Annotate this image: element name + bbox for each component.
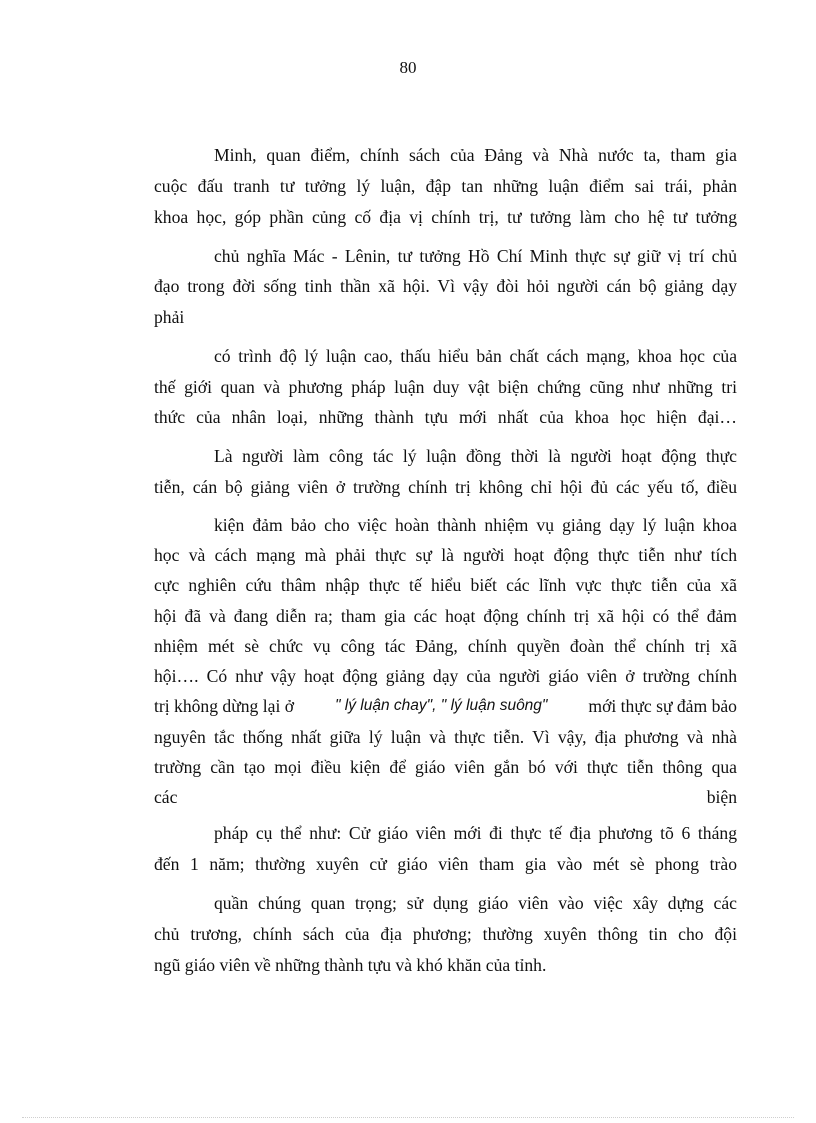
text-line: khoa học, góp phần củng cố địa vị chính trị, tư tưởng làm cho hệ tư tưởng: [154, 207, 737, 227]
text-line: thức của nhân loại, những thành tựu mới nhất của khoa học hiện đại…: [154, 407, 737, 427]
text-line: đạo trong đời sống tinh thần xã hội. Vì vậy đòi hỏi người cán bộ giảng dạy: [154, 276, 737, 296]
text-line: trường cần tạo mọi điều kiện để giáo viên gắn bó với thực tiễn thông qua: [154, 757, 737, 777]
quoted-phrase: " lý luận chay", " lý luận suông": [335, 697, 548, 714]
text-segment: các: [154, 787, 178, 807]
text-line: chủ nghĩa Mác - Lênin, tư tưởng Hồ Chí Minh thực sự giữ vị trí chủ: [214, 246, 737, 266]
text-line: chủ trương, chính sách của địa phương; thường xuyên thông tin cho đội: [154, 924, 737, 944]
text-line: phải: [154, 307, 185, 327]
text-line: nhiệm mét sè chức vụ công tác Đảng, chính quyền đoàn thể chính trị xã: [154, 636, 737, 656]
text-line: cuộc đấu tranh tư tưởng lý luận, đập tan những luận điểm sai trái, phản: [154, 176, 737, 196]
text-segment: biện: [706, 787, 737, 807]
text-line: Là người làm công tác lý luận đồng thời là người hoạt động thực: [214, 446, 737, 466]
text-line: nguyên tắc thống nhất giữa lý luận và thực tiễn. Vì vậy, địa phương và nhà: [154, 727, 737, 747]
text-line: tiễn, cán bộ giảng viên ở trường chính trị không chỉ hội đủ các yếu tố, điều: [154, 477, 737, 497]
text-line: hội…. Có như vậy hoạt động giảng dạy của người giáo viên ở trường chính: [154, 666, 737, 686]
text-line: cực nghiên cứu thâm nhập thực tế hiểu biết các lĩnh vực thực tiễn của xã: [154, 575, 737, 595]
text-line: có trình độ lý luận cao, thấu hiểu bản chất cách mạng, khoa học của: [214, 346, 737, 366]
text-line: ngũ giáo viên về những thành tựu và khó khăn của tỉnh.: [154, 955, 547, 975]
text-segment: trị không dừng lại ở: [154, 696, 299, 716]
text-line-spread: [154, 786, 737, 808]
text-line: thế giới quan và phương pháp luận duy vật biện chứng cũng như những tri: [154, 377, 737, 397]
text-line: đến 1 năm; thường xuyên cử giáo viên tham gia vào mét sè phong trào: [154, 854, 737, 874]
text-line: kiện đảm bảo cho việc hoàn thành nhiệm vụ giảng dạy lý luận khoa: [214, 515, 737, 535]
text-line: pháp cụ thể như: Cử giáo viên mới đi thực tế địa phương tõ 6 tháng: [214, 823, 737, 843]
text-line: quần chúng quan trọng; sử dụng giáo viên vào việc xây dựng các: [214, 893, 737, 913]
text-line: học và cách mạng mà phải thực sự là người hoạt động thực tiễn như tích: [154, 545, 737, 565]
text-line: hội đã và đang diễn ra; tham gia các hoạt động chính trị xã hội có thể đảm: [154, 606, 737, 626]
page-number: 80: [399, 58, 417, 77]
page-bottom-border: [22, 1117, 794, 1118]
text-line: Minh, quan điểm, chính sách của Đảng và Nhà nước ta, tham gia: [214, 145, 737, 165]
text-segment: mới thực sự đảm bảo: [584, 696, 737, 716]
text-line-with-quote: [154, 695, 737, 717]
